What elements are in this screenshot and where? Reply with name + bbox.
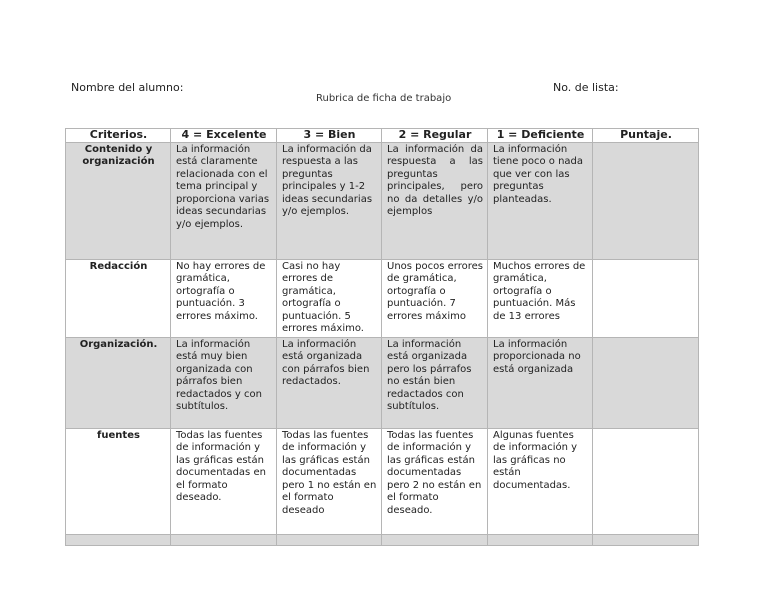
regular-cell: La información da respuesta a las preguntas principales, pero no da detalles y/o ejemplos	[382, 142, 488, 259]
excelente-cell: Todas las fuentes de información y las gráficas están documentadas en el formato deseado.	[171, 428, 277, 534]
rubric-table	[65, 128, 699, 546]
regular-cell: La información está organizada pero los párrafos no están bien redactados con subtítulos.	[382, 337, 488, 428]
deficiente-cell: La información tiene poco o nada que ver con las preguntas planteadas.	[488, 142, 593, 259]
table-row-empty	[66, 534, 699, 545]
puntaje-cell[interactable]	[593, 259, 699, 337]
column-header-criterios: Criterios.	[66, 129, 171, 143]
criterion-cell: Contenido y organización	[66, 142, 171, 259]
empty-cell	[382, 534, 488, 545]
puntaje-cell[interactable]	[593, 428, 699, 534]
excelente-cell: No hay errores de gramática, ortografía o puntuación. 3 errores máximo.	[171, 259, 277, 337]
list-number-label: No. de lista:	[553, 81, 619, 94]
empty-cell	[488, 534, 593, 545]
bien-cell: Casi no hay errores de gramática, ortografía o puntuación. 5 errores máximo.	[277, 259, 382, 337]
column-header-puntaje: Puntaje.	[593, 129, 699, 143]
bien-cell: La información está organizada con párrafos bien redactados.	[277, 337, 382, 428]
column-header-regular: 2 = Regular	[382, 129, 488, 143]
criterion-cell: fuentes	[66, 428, 171, 534]
table-row	[66, 337, 699, 428]
criterion-cell: Redacción	[66, 259, 171, 337]
regular-cell: Unos pocos errores de gramática, ortografía o puntuación. 7 errores máximo	[382, 259, 488, 337]
puntaje-cell[interactable]	[593, 337, 699, 428]
empty-cell	[66, 534, 171, 545]
excelente-cell: La información está muy bien organizada con párrafos bien redactados y con subtítulos.	[171, 337, 277, 428]
deficiente-cell: La información proporcionada no está organizada	[488, 337, 593, 428]
table-row	[66, 259, 699, 337]
regular-cell: Todas las fuentes de información y las gráficas están documentadas pero 2 no están en el formato deseado.	[382, 428, 488, 534]
table-row	[66, 428, 699, 534]
column-header-bien: 3 = Bien	[277, 129, 382, 143]
table-row	[66, 142, 699, 259]
bien-cell: Todas las fuentes de información y las gráficas están documentadas pero 1 no están en el formato deseado	[277, 428, 382, 534]
bien-cell: La información da respuesta a las preguntas principales y 1-2 ideas secundarias y/o ejemplos.	[277, 142, 382, 259]
empty-cell	[593, 534, 699, 545]
empty-cell	[277, 534, 382, 545]
column-header-excelente: 4 = Excelente	[171, 129, 277, 143]
column-header-deficiente: 1 = Deficiente	[488, 129, 593, 143]
puntaje-cell[interactable]	[593, 142, 699, 259]
deficiente-cell: Algunas fuentes de información y las gráficas no están documentadas.	[488, 428, 593, 534]
student-name-label: Nombre del alumno:	[71, 81, 184, 94]
criterion-cell: Organización.	[66, 337, 171, 428]
deficiente-cell: Muchos errores de gramática, ortografía o puntuación. Más de 13 errores	[488, 259, 593, 337]
table-header-row	[66, 129, 699, 143]
empty-cell	[171, 534, 277, 545]
document-title: Rubrica de ficha de trabajo	[316, 93, 452, 104]
excelente-cell: La información está claramente relacionada con el tema principal y proporciona varias ideas secundarias y/o ejemplos.	[171, 142, 277, 259]
